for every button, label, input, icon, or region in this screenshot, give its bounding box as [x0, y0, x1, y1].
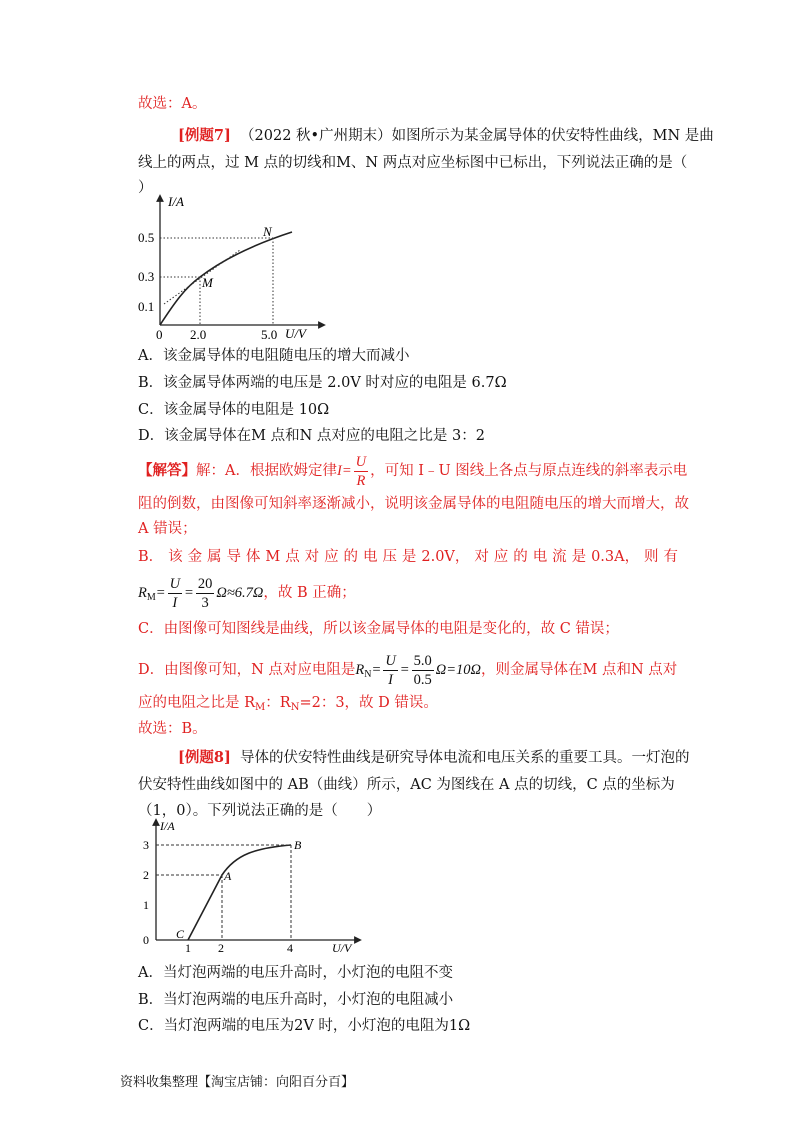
example7-line1 — [178, 126, 714, 146]
x-tick-1: 1 — [185, 941, 191, 955]
tangent-ac — [188, 875, 222, 940]
point-a-label: A — [224, 869, 232, 883]
x-tick-2.0: 2.0 — [190, 327, 207, 342]
page-footer: 资料收集整理【淘宝店铺：向阳百分百】 — [120, 1075, 355, 1090]
example7-line3: ） — [138, 180, 153, 196]
example7-option-a: A．该金属导体的电阻随电压的增大而减小 — [138, 348, 410, 364]
example7-option-d: D．该金属导体在M 点和N 点对应的电阻之比是 3：2 — [138, 428, 485, 444]
solution-tag: 【解答】 — [138, 461, 196, 479]
solution-line7: D．由图像可知，N 点对应电阻是$R_N=$ $\frac{U}{I}$ = $\frac{5.0}{0.5}$ Ω=10Ω，则金属导体在M 点和N 点对 — [138, 653, 678, 688]
point-n-label: N — [263, 224, 272, 239]
example7-chart — [130, 192, 330, 344]
example8-line3: （1，0）。下列说法正确的是（ ） — [138, 803, 382, 819]
solution-line1: 【解答】解：A．根据欧姆定律I= $\frac{U}{R}$ ，可知 I﹣U 图线上各点与原点连线的斜率表示电 — [138, 454, 688, 489]
y-axis-label: I/A — [168, 194, 184, 209]
solution-line3: A 错误； — [138, 521, 197, 537]
y-tick-0.5: 0.5 — [138, 230, 155, 245]
y-tick-0.1: 0.1 — [138, 299, 155, 314]
iu-curve-ab — [222, 845, 291, 875]
example7-tag: [例题7] — [178, 127, 231, 144]
y-tick-2: 2 — [143, 868, 149, 882]
example7-text1: （2022 秋•广州期末）如图所示为某金属导体的伏安特性曲线，MN 是曲 — [240, 128, 714, 144]
solution-line5: $R_M=$ $\frac{U}{I}$ = $\frac{20}{3}$ Ω≈6.7Ω，故 B 正确； — [138, 576, 356, 611]
y-axis-label: I/A — [160, 819, 175, 833]
rn-formula: $R_N=$ $\frac{U}{I}$ = $\frac{5.0}{0.5}$ Ω=10Ω — [355, 653, 481, 688]
iu-curve — [160, 232, 292, 325]
previous-answer: 故选：A。 — [138, 96, 207, 112]
point-c-label: C — [176, 927, 185, 941]
example8-tag: [例题8] — [178, 749, 231, 766]
rm-formula: $R_M=$ $\frac{U}{I}$ = $\frac{20}{3}$ Ω≈6.7Ω — [138, 576, 264, 611]
x-tick-2: 2 — [218, 941, 224, 955]
example7-option-b: B．该金属导体两端的电压是 2.0V 时对应的电阻是 6.7Ω — [138, 375, 507, 391]
origin-label: 0 — [156, 327, 163, 342]
x-axis-label: U/V — [332, 941, 352, 955]
x-tick-4: 4 — [287, 941, 293, 955]
origin-label: 0 — [143, 933, 149, 947]
y-tick-3: 3 — [143, 838, 149, 852]
point-b-label: B — [294, 838, 302, 852]
y-tick-1: 1 — [143, 898, 149, 912]
x-tick-5.0: 5.0 — [261, 327, 278, 342]
example8-line1: [例题8] 导体的伏安特性曲线是研究导体电流和电压关系的重要工具。一灯泡的 — [178, 749, 690, 766]
x-axis-label: U/V — [285, 326, 306, 341]
solution-line2: 阻的倒数，由图像可知斜率逐渐减小，说明该金属导体的电阻随电压的增大而增大，故 — [138, 496, 689, 512]
y-tick-0.3: 0.3 — [138, 269, 155, 284]
point-m-label: M — [202, 275, 213, 290]
example8-chart — [136, 818, 366, 958]
example7-line2: 线上的两点，过 M 点的切线和M、N 两点对应坐标图中已标出，下列说法正确的是（ — [138, 155, 688, 171]
example8-line2: 伏安特性曲线如图中的 AB（曲线）所示，AC 为图线在 A 点的切线，C 点的坐标为 — [138, 777, 675, 793]
example8-option-c: C．当灯泡两端的电压为2V 时，小灯泡的电阻为1Ω — [138, 1018, 471, 1034]
solution-line4: B． 该 金 属 导 体 M 点 对 应 的 电 压 是 2.0V， 对 应 的 电 流 是 0.3A， 则 有 — [138, 549, 678, 565]
example7-option-c: C．该金属导体的电阻是 10Ω — [138, 402, 330, 418]
solution-final: 故选：B。 — [138, 721, 207, 737]
example8-option-b: B．当灯泡两端的电压升高时，小灯泡的电阻减小 — [138, 992, 454, 1008]
solution-line6: C．由图像可知图线是曲线，所以该金属导体的电阻是变化的，故 C 错误； — [138, 621, 619, 637]
example8-option-a: A．当灯泡两端的电压升高时，小灯泡的电阻不变 — [138, 965, 453, 981]
ohms-law-formula: I= $\frac{U}{R}$ — [336, 454, 367, 489]
solution-line8: 应的电阻之比是 $R_M$：$R_N=2$：3，故 D 错误。 — [138, 695, 438, 713]
